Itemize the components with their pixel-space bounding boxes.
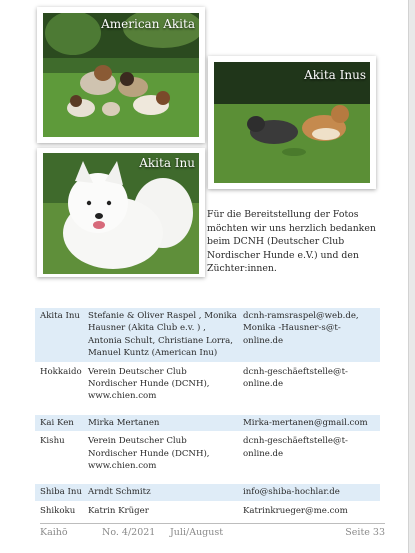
- breeder-name: Mirka Mertanen: [88, 417, 160, 428]
- page-footer: [40, 523, 385, 541]
- breed-name: Shiba Inu: [40, 487, 82, 498]
- table-row: [35, 484, 380, 500]
- contact-email: Katrinkrueger@me.com: [243, 505, 348, 516]
- page-edge: [408, 0, 415, 553]
- footer-months: Juli/August: [170, 527, 224, 538]
- contact-email: dcnh-ramsraspel@web.de, Monika -Hausner-s@t-online.de: [243, 311, 359, 346]
- footer-page-number: Seite 33: [345, 527, 385, 538]
- photo-akita-inus: [208, 56, 376, 189]
- contact-email: dcnh-geschäeftstelle@t-online.de: [243, 436, 348, 459]
- table-row: [35, 364, 380, 405]
- contact-email: Mirka-mertanen@gmail.com: [243, 417, 368, 428]
- contact-email: info@shiba-hochlar.de: [243, 487, 340, 498]
- photo-title: American Akita: [101, 17, 195, 31]
- footer-issue: No. 4/2021: [102, 527, 156, 538]
- table-row: [35, 503, 380, 519]
- breed-name: Kai Ken: [40, 417, 74, 428]
- photo-american-akita: [37, 7, 205, 143]
- breeder-name: Arndt Schmitz: [88, 487, 151, 498]
- photo-credit-text: Für die Bereitstellung der Fotos möchten wir uns herzlich bedanken beim DCNH (Deutscher Club Nordischer Hunde e.V.) und den Züchter:innen.: [207, 209, 376, 274]
- table-row: [35, 433, 380, 474]
- breed-name: Shikoku: [40, 505, 76, 516]
- photo-akita-inu-image: [43, 153, 199, 274]
- breed-name: Kishu: [40, 436, 65, 447]
- photo-title: Akita Inus: [304, 68, 366, 82]
- breeder-name: Katrin Krüger: [88, 505, 149, 516]
- breeder-table: [35, 308, 380, 519]
- breeder-name: Verein Deutscher Club Nordischer Hunde (DCNH), www.chien.com: [88, 366, 210, 402]
- breeder-name: Verein Deutscher Club Nordischer Hunde (DCNH), www.chien.com: [88, 436, 210, 472]
- breed-name: Hokkaido: [40, 366, 82, 377]
- photo-american-akita-image: [43, 13, 199, 137]
- footer-magazine: Kaihō: [40, 527, 68, 538]
- table-row: [35, 415, 380, 431]
- breed-name: Akita Inu: [40, 311, 80, 321]
- breeder-name: Stefanie & Oliver Raspel , Monika Hausner (Akita Club e.v. ) , Antonia Schult, Christiane Lorra, Manuel Kuntz (American Inu): [88, 311, 237, 359]
- photo-title: Akita Inu: [139, 156, 195, 170]
- contact-email: dcnh-geschäeftstelle@t-online.de: [243, 366, 348, 390]
- table-row: [35, 308, 380, 362]
- photo-akita-inu: [37, 148, 205, 277]
